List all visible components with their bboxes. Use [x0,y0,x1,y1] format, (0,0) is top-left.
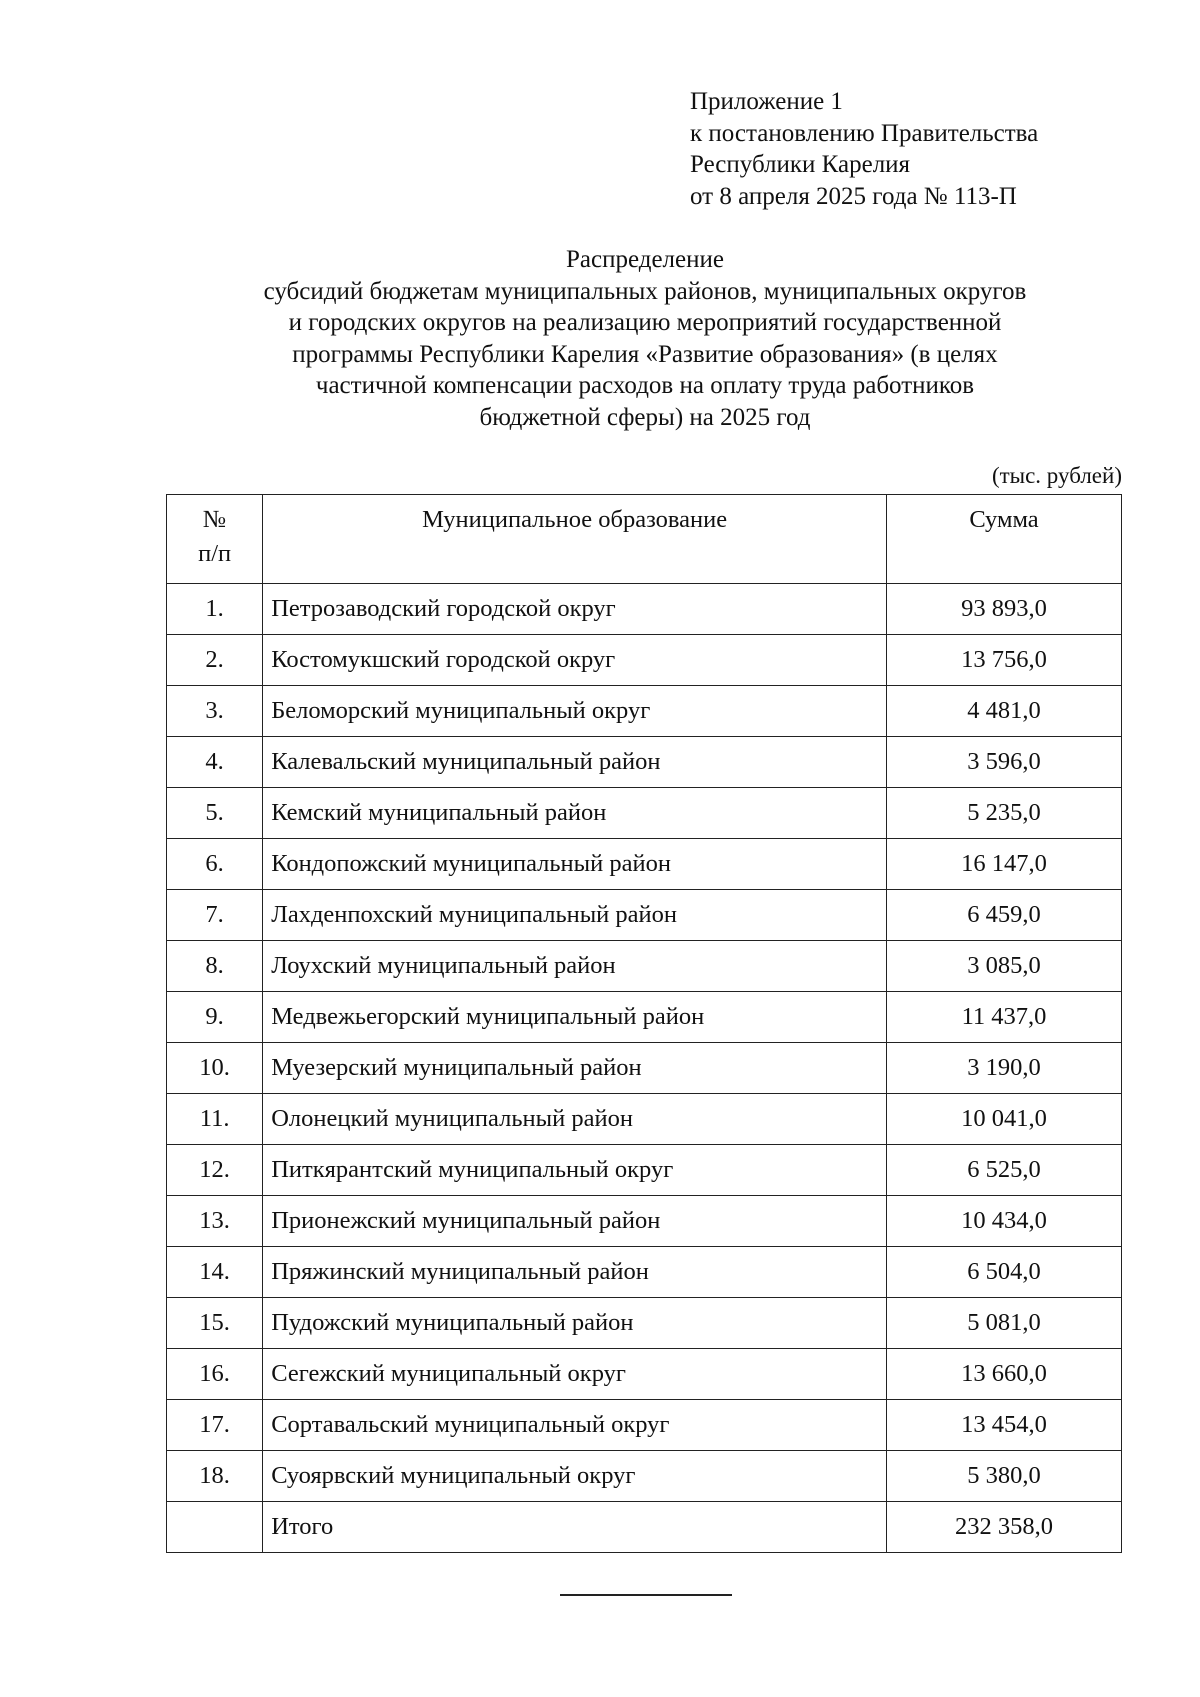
table-row [167,635,1122,686]
appendix-line: к постановлению Правительства [690,119,1039,147]
row-number: 3. [167,686,263,737]
row-sum: 5 380,0 [887,1451,1122,1502]
table-row [167,1196,1122,1247]
header-number [167,495,263,584]
title-line: Распределение [566,246,724,273]
row-municipality: Прионежский муниципальный район [263,1196,887,1247]
row-municipality: Костомукшский городской округ [263,635,887,686]
row-number: 17. [167,1400,263,1451]
row-number: 6. [167,839,263,890]
row-municipality: Лахденпохский муниципальный район [263,890,887,941]
table-row [167,788,1122,839]
row-sum: 5 081,0 [887,1298,1122,1349]
row-sum: 13 660,0 [887,1349,1122,1400]
row-municipality: Петрозаводский городской округ [263,584,887,635]
header-sum: Сумма [887,495,1122,584]
row-number: 18. [167,1451,263,1502]
total-row [167,1502,1122,1553]
row-sum: 10 041,0 [887,1094,1122,1145]
row-sum: 11 437,0 [887,992,1122,1043]
row-sum: 16 147,0 [887,839,1122,890]
row-sum: 3 085,0 [887,941,1122,992]
table-row [167,1451,1122,1502]
table-row [167,839,1122,890]
row-number: 16. [167,1349,263,1400]
title-line: субсидий бюджетам муниципальных районов, муниципальных округов [263,277,1027,305]
row-number: 2. [167,635,263,686]
title-line: и городских округов на реализацию мероприятий государственной [288,309,1002,336]
row-municipality: Медвежьегорский муниципальный район [263,992,887,1043]
row-number: 11. [167,1094,263,1145]
table-row [167,1043,1122,1094]
row-municipality: Олонецкий муниципальный район [263,1094,887,1145]
appendix-line: от 8 апреля 2025 года № 113-П [690,182,1017,210]
appendix-header [690,86,1038,212]
row-municipality: Кондопожский муниципальный район [263,839,887,890]
row-number: 9. [167,992,263,1043]
row-number: 12. [167,1145,263,1196]
row-number: 4. [167,737,263,788]
header-municipality: Муниципальное образование [263,495,887,584]
appendix-line: Приложение 1 [690,88,843,115]
header-number-line2: п/п [198,540,232,567]
row-sum: 232 358,0 [887,1502,1122,1553]
table-header-row [167,495,1122,584]
row-sum: 13 454,0 [887,1400,1122,1451]
row-municipality: Суоярвский муниципальный округ [263,1451,887,1502]
row-number: 10. [167,1043,263,1094]
row-number: 5. [167,788,263,839]
table-row [167,737,1122,788]
row-sum: 5 235,0 [887,788,1122,839]
table-row [167,992,1122,1043]
row-number: 1. [167,584,263,635]
row-municipality: Беломорский муниципальный округ [263,686,887,737]
row-number: 7. [167,890,263,941]
row-number [167,1502,263,1553]
table-row [167,1247,1122,1298]
row-municipality: Итого [263,1502,887,1553]
row-sum: 6 525,0 [887,1145,1122,1196]
row-sum: 6 459,0 [887,890,1122,941]
table-row [167,890,1122,941]
row-sum: 10 434,0 [887,1196,1122,1247]
row-number: 14. [167,1247,263,1298]
table-row [167,1298,1122,1349]
row-number: 15. [167,1298,263,1349]
table-row [167,1349,1122,1400]
row-number: 13. [167,1196,263,1247]
header-number-line1: № [202,506,227,533]
table-row [167,686,1122,737]
row-sum: 13 756,0 [887,635,1122,686]
row-municipality: Пряжинский муниципальный район [263,1247,887,1298]
row-municipality: Сортавальский муниципальный округ [263,1400,887,1451]
row-sum: 4 481,0 [887,686,1122,737]
row-municipality: Кемский муниципальный район [263,788,887,839]
row-municipality: Калевальский муниципальный район [263,737,887,788]
row-sum: 3 596,0 [887,737,1122,788]
title-line: программы Республики Карелия «Развитие образования» (в целях [292,340,998,368]
row-municipality: Пудожский муниципальный район [263,1298,887,1349]
unit-label: (тыс. рублей) [991,463,1122,488]
table-row [167,1094,1122,1145]
table-row [167,1400,1122,1451]
row-municipality: Сегежский муниципальный округ [263,1349,887,1400]
row-sum: 6 504,0 [887,1247,1122,1298]
row-municipality: Питкярантский муниципальный округ [263,1145,887,1196]
row-sum: 3 190,0 [887,1043,1122,1094]
row-municipality: Муезерский муниципальный район [263,1043,887,1094]
table-row [167,1145,1122,1196]
table-body [167,584,1122,1553]
row-number: 8. [167,941,263,992]
title-line: частичной компенсации расходов на оплату труда работников [315,372,975,399]
closing-separator-line [560,1594,732,1596]
table-row [167,941,1122,992]
distribution-table [166,494,1122,1553]
title-line: бюджетной сферы) на 2025 год [479,403,811,431]
document-title [160,244,1130,433]
table-row [167,584,1122,635]
row-sum: 93 893,0 [887,584,1122,635]
row-municipality: Лоухский муниципальный район [263,941,887,992]
appendix-line: Республики Карелия [690,151,911,178]
